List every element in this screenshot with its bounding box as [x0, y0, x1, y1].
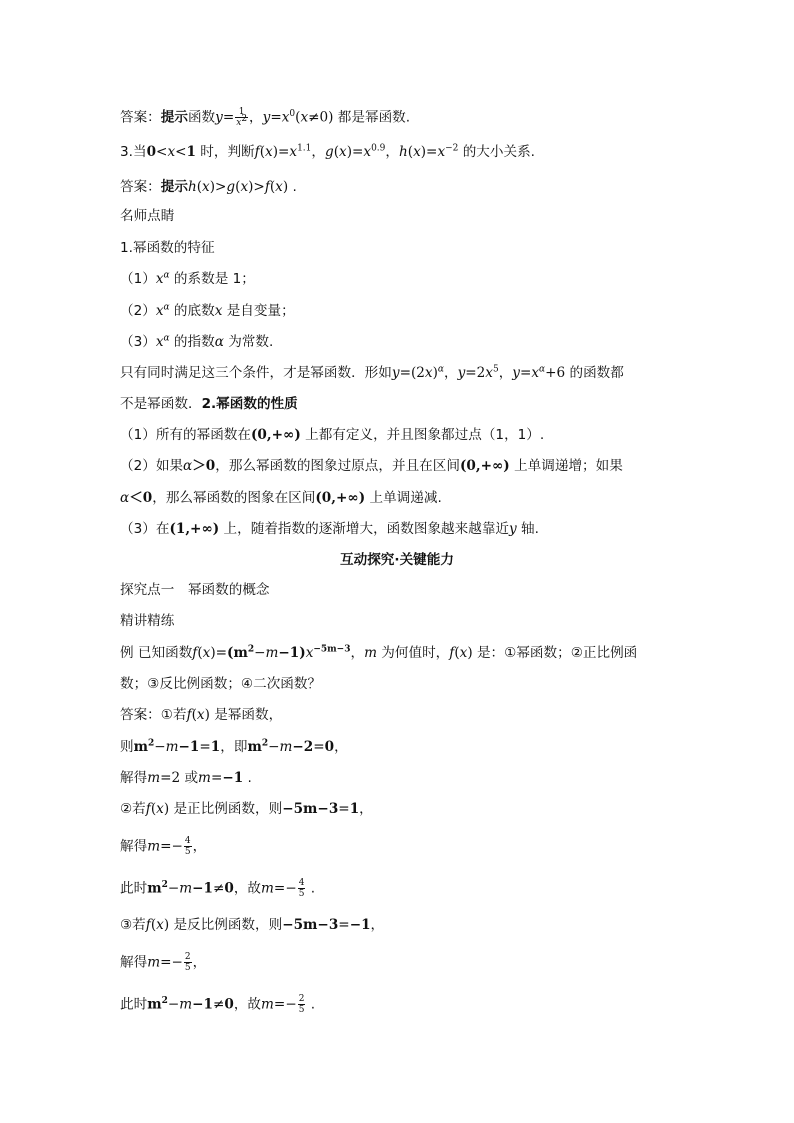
solution-line	[120, 705, 282, 725]
exponent: α	[163, 333, 170, 344]
exponent: α	[539, 364, 546, 375]
math-num: 0	[319, 109, 329, 126]
text: 此时	[120, 996, 148, 1013]
answer-line-1	[120, 107, 410, 128]
math-var: α	[120, 490, 130, 506]
fraction	[298, 994, 306, 1015]
math-op: −	[285, 880, 297, 897]
text: ，	[192, 954, 207, 971]
math-var: x	[155, 303, 164, 319]
text: ，故	[233, 880, 262, 897]
math-var: m	[261, 996, 274, 1013]
text: .	[306, 880, 316, 897]
exponent: 2	[241, 114, 248, 124]
math-op: =	[338, 801, 350, 817]
math-var: m	[165, 739, 179, 755]
math-num: 1	[210, 739, 221, 755]
text: 上都有定义，并且图象都过点（1，1）.	[300, 427, 545, 443]
text: 都是幂函数.	[333, 109, 411, 126]
math-var: x	[531, 365, 540, 381]
text: ，那么幂函数的图象在区间	[152, 490, 316, 506]
math-op: =	[210, 770, 223, 786]
fraction-numerator: 2	[298, 994, 305, 1004]
heading-text: 1.幂函数的特征	[120, 240, 215, 256]
math-op: )	[204, 707, 210, 723]
math-num: −1	[192, 880, 213, 897]
math-op: (	[197, 645, 203, 661]
text: 解得	[120, 954, 148, 971]
paragraph-line	[120, 363, 624, 383]
text: ，故	[233, 996, 262, 1013]
exponent: −2	[445, 143, 459, 154]
solution-line	[120, 799, 373, 819]
math-num: 1	[349, 801, 360, 817]
math-var: m	[279, 739, 293, 755]
math-num: −2	[292, 739, 314, 755]
answer-label: 答案：	[120, 109, 161, 126]
text: 3.当	[120, 144, 147, 160]
property-item-2	[120, 456, 623, 476]
math-op: =	[399, 365, 411, 381]
math-var: x	[265, 144, 273, 160]
math-op: (	[407, 144, 414, 160]
math-num: 0	[224, 880, 234, 897]
math-var: x	[155, 271, 164, 287]
exponent: −5m−3	[313, 644, 351, 655]
fraction-numerator: 2	[184, 952, 191, 962]
math-var: m	[147, 838, 161, 855]
math-op: <	[156, 144, 168, 160]
text: 为常数.	[223, 334, 274, 350]
math-var: f	[186, 707, 192, 723]
math-op: =	[273, 880, 286, 897]
math-op: =	[160, 954, 172, 971]
answer-line-3	[120, 177, 297, 197]
math-op: =	[426, 144, 438, 160]
math-var: y	[262, 109, 271, 126]
fraction-numerator: 4	[184, 836, 191, 846]
property-item-2-cont	[120, 488, 442, 508]
property-item-1	[120, 425, 544, 445]
math-var: x	[363, 144, 372, 160]
math-op: =	[215, 645, 228, 661]
math-op: (	[196, 179, 203, 195]
exponent: 5	[492, 364, 499, 375]
math-var: x	[236, 118, 242, 128]
math-op: ＜0	[129, 490, 153, 506]
fraction-denominator: 5	[184, 963, 191, 973]
math-num: −1	[222, 770, 244, 786]
math-op: −	[167, 880, 180, 897]
item-number: （1）	[120, 271, 156, 287]
fraction-denominator: 5	[184, 847, 191, 857]
item-number: （3）	[120, 334, 156, 350]
math-expr: −1)	[278, 645, 306, 661]
section-heading	[120, 206, 174, 226]
text: ，	[498, 365, 513, 381]
math-var: g	[226, 179, 236, 195]
heading-text: 精讲精练	[120, 613, 175, 629]
math-op: =	[160, 838, 172, 855]
text: 的函数都	[565, 365, 624, 381]
math-op: >	[253, 179, 265, 195]
math-op: (	[150, 917, 157, 933]
math-expr: (m	[227, 645, 248, 661]
exponent: α	[163, 270, 170, 281]
math-op: (	[191, 707, 197, 723]
exponent: 2	[161, 995, 168, 1006]
math-op: (2	[410, 365, 425, 381]
math-var: g	[325, 144, 334, 160]
math-op: (	[259, 144, 266, 160]
math-interval: (0,+∞)	[251, 427, 301, 443]
math-var: x	[339, 144, 347, 160]
math-var: f	[192, 645, 198, 661]
example-question-cont	[120, 674, 321, 694]
text: ，	[334, 739, 348, 755]
math-op: =	[338, 917, 350, 933]
text: ，	[311, 144, 325, 160]
math-op: )	[163, 917, 170, 933]
text: 是自变量；	[222, 303, 295, 319]
example-question	[120, 643, 637, 663]
heading-text: 探究点一 幂函数的概念	[120, 582, 270, 598]
math-op: )	[420, 144, 427, 160]
math-op: −	[171, 954, 183, 971]
math-op: (	[150, 801, 157, 817]
math-var: m	[261, 880, 274, 897]
math-op: =	[222, 109, 235, 126]
math-op: =	[278, 144, 290, 160]
exponent: 1.1	[297, 143, 312, 154]
question-3	[120, 142, 535, 162]
math-num: −1	[192, 996, 213, 1013]
math-var: x	[202, 645, 211, 661]
math-var: m	[133, 739, 148, 755]
text: ，	[359, 801, 373, 817]
math-num: −1	[178, 739, 200, 755]
exponent: 2	[147, 738, 155, 749]
math-op: )	[272, 144, 279, 160]
math-var: x	[214, 303, 223, 319]
text: 是正比例函数，则	[169, 801, 283, 817]
math-op: −	[254, 645, 266, 661]
math-num: 2	[476, 365, 486, 381]
math-op: −	[268, 739, 280, 755]
math-op: )	[210, 645, 216, 661]
solution-line	[120, 994, 315, 1015]
text: 解得	[120, 838, 148, 855]
text: （3）在	[120, 521, 170, 537]
math-var: m	[147, 880, 162, 897]
fraction	[235, 107, 248, 128]
math-num: 0	[324, 739, 335, 755]
math-op: <	[175, 144, 187, 160]
math-num: 0	[146, 144, 157, 160]
subsection-heading	[120, 580, 270, 600]
solution-line	[120, 878, 315, 899]
math-interval: (0,+∞)	[459, 458, 510, 474]
text: ，	[192, 838, 207, 855]
text: 是反比例函数，则	[169, 917, 283, 933]
math-var: m	[247, 739, 262, 755]
text: 解得	[120, 770, 148, 786]
math-var: f	[254, 144, 260, 160]
fraction	[298, 878, 306, 899]
math-var: x	[281, 109, 290, 126]
text: 或	[180, 770, 199, 786]
math-op: =	[160, 770, 172, 786]
math-var: x	[424, 365, 433, 381]
math-var: x	[437, 144, 446, 160]
exponent: 2	[247, 644, 255, 655]
math-op: (	[269, 179, 276, 195]
text: 则	[120, 739, 134, 755]
math-var: x	[485, 365, 493, 381]
text: 轴.	[516, 521, 539, 537]
text: 函数	[187, 109, 216, 126]
text: 上单调递增；如果	[509, 458, 623, 474]
math-op: )	[209, 179, 216, 195]
math-interval: (1,+∞)	[169, 521, 220, 537]
text: 的系数是 1；	[169, 271, 255, 287]
math-op: +6	[545, 365, 566, 381]
text: 答案：①若	[120, 707, 187, 723]
text: 数；③反比例函数；④二次函数？	[120, 676, 322, 692]
math-var: α	[214, 334, 224, 350]
text: 不是幂函数．	[120, 396, 202, 412]
math-var: y	[512, 365, 520, 381]
text: 上单调递减.	[365, 490, 442, 506]
math-op: )	[163, 801, 170, 817]
text: ②若	[120, 801, 146, 817]
solution-line	[120, 737, 348, 757]
math-op: =	[270, 109, 282, 126]
math-op: )	[467, 645, 473, 661]
math-op: −	[167, 996, 180, 1013]
text: ③若	[120, 917, 146, 933]
fraction-denominator: 5	[298, 889, 305, 899]
text: 的指数	[169, 334, 215, 350]
math-op: =	[352, 144, 364, 160]
math-var: m	[198, 770, 211, 786]
fraction-numerator: 4	[298, 878, 305, 888]
section-title-centered	[0, 550, 794, 570]
subheading	[120, 238, 215, 258]
text: ，	[350, 645, 365, 661]
math-var: x	[275, 179, 283, 195]
text: 例 已知函数	[120, 645, 193, 661]
solution-line	[120, 915, 384, 935]
math-op: (	[235, 179, 241, 195]
exponent: 2	[161, 879, 168, 890]
property-item-3	[120, 519, 539, 539]
text: （1）所有的幂函数在	[120, 427, 251, 443]
math-op: −	[171, 838, 183, 855]
math-var: x	[240, 179, 249, 195]
fraction	[184, 952, 192, 973]
text: ，	[385, 144, 399, 160]
math-op: ≠	[212, 880, 225, 897]
math-op: )	[282, 179, 289, 195]
math-op: ≠	[308, 109, 320, 126]
math-op: =	[465, 365, 477, 381]
exponent: 0.9	[371, 143, 386, 154]
math-var: x	[196, 707, 205, 723]
math-var: x	[300, 109, 309, 126]
math-op: )	[432, 365, 438, 381]
math-var: x	[413, 144, 421, 160]
math-op: −	[154, 739, 166, 755]
math-var: y	[457, 365, 466, 381]
math-expr: −5m−3	[282, 801, 339, 817]
solution-line	[120, 952, 206, 973]
fraction	[184, 836, 192, 857]
text: ，即	[220, 739, 248, 755]
hint-label: 提示	[160, 109, 188, 126]
math-op: =	[199, 739, 211, 755]
text: .	[306, 996, 316, 1013]
hint-label: 提示	[160, 179, 188, 195]
math-op: =	[273, 996, 286, 1013]
math-op: −	[285, 996, 297, 1013]
math-var: m	[265, 645, 279, 661]
math-var: x	[156, 917, 164, 933]
math-var: y	[509, 521, 517, 537]
text: ，	[443, 365, 458, 381]
math-op: )	[248, 179, 254, 195]
math-var: x	[155, 334, 164, 350]
math-var: x	[167, 144, 176, 160]
subsection-label	[120, 611, 174, 631]
math-expr: −5m−3	[282, 917, 339, 933]
feature-item-1	[120, 269, 255, 289]
text: 为何值时，	[376, 645, 450, 661]
math-var: h	[398, 144, 408, 160]
math-var: m	[364, 645, 377, 661]
heading-text: 互动探究·关键能力	[340, 552, 454, 568]
math-num: −1	[349, 917, 371, 933]
math-var: α	[183, 458, 193, 474]
math-op: >	[215, 179, 227, 195]
math-op: )	[346, 144, 352, 160]
math-num: 1	[186, 144, 196, 160]
math-op: (	[333, 144, 340, 160]
text: .	[288, 179, 297, 195]
feature-item-3	[120, 332, 273, 352]
text: 的大小关系.	[458, 144, 536, 160]
exponent: α	[437, 364, 444, 375]
math-var: m	[179, 996, 193, 1013]
exponent: 2	[261, 738, 269, 749]
math-var: h	[187, 179, 197, 195]
answer-label: 答案：	[120, 179, 161, 195]
math-var: x	[202, 179, 210, 195]
math-var: x	[459, 645, 468, 661]
exponent: 0	[289, 108, 296, 119]
math-var: f	[145, 917, 151, 933]
math-op: (	[295, 109, 301, 126]
text: ，	[370, 917, 385, 933]
text: 是：①幂函数；②正比例函	[472, 645, 638, 661]
math-var: x	[305, 645, 314, 661]
math-op: )	[328, 109, 334, 126]
item-number: （2）	[120, 303, 156, 319]
math-var: f	[264, 179, 270, 195]
text: 是幂函数，	[209, 707, 283, 723]
math-num: 2	[171, 770, 181, 786]
solution-line	[120, 768, 252, 788]
math-op: ≠	[212, 996, 225, 1013]
math-var: x	[289, 144, 298, 160]
text: 的底数	[169, 303, 215, 319]
math-var: f	[145, 801, 151, 817]
text: 只有同时满足这三个条件，才是幂函数．形如	[120, 365, 392, 381]
fraction-denominator	[235, 114, 248, 128]
math-num: 0	[224, 996, 234, 1013]
math-var: y	[215, 109, 223, 126]
math-var: m	[147, 954, 161, 971]
text: （2）如果	[120, 458, 184, 474]
math-var: m	[147, 770, 161, 786]
math-op: ＞0	[192, 458, 216, 474]
text: ，	[249, 109, 263, 126]
fraction-denominator: 5	[298, 1005, 305, 1015]
subheading-inline: 2.幂函数的性质	[201, 396, 298, 412]
solution-line	[120, 836, 206, 857]
text: 此时	[120, 880, 148, 897]
math-var: y	[391, 365, 400, 381]
text: .	[243, 770, 252, 786]
heading-text: 名师点睛	[120, 208, 175, 224]
math-var: m	[147, 996, 162, 1013]
text: 上，随着指数的逐渐增大，函数图象越来越靠近	[219, 521, 510, 537]
exponent: α	[163, 302, 170, 313]
math-var: x	[156, 801, 164, 817]
math-op: =	[519, 365, 532, 381]
math-op: (	[454, 645, 460, 661]
feature-item-2	[120, 301, 295, 321]
text: ，那么幂函数的图象过原点，并且在区间	[215, 458, 460, 474]
paragraph-line	[120, 394, 298, 414]
math-var: m	[179, 880, 193, 897]
fraction-numerator: 1	[235, 107, 248, 118]
math-interval: (0,+∞)	[315, 490, 366, 506]
text: 时，判断	[195, 144, 255, 160]
math-var: f	[449, 645, 455, 661]
math-op: =	[313, 739, 325, 755]
